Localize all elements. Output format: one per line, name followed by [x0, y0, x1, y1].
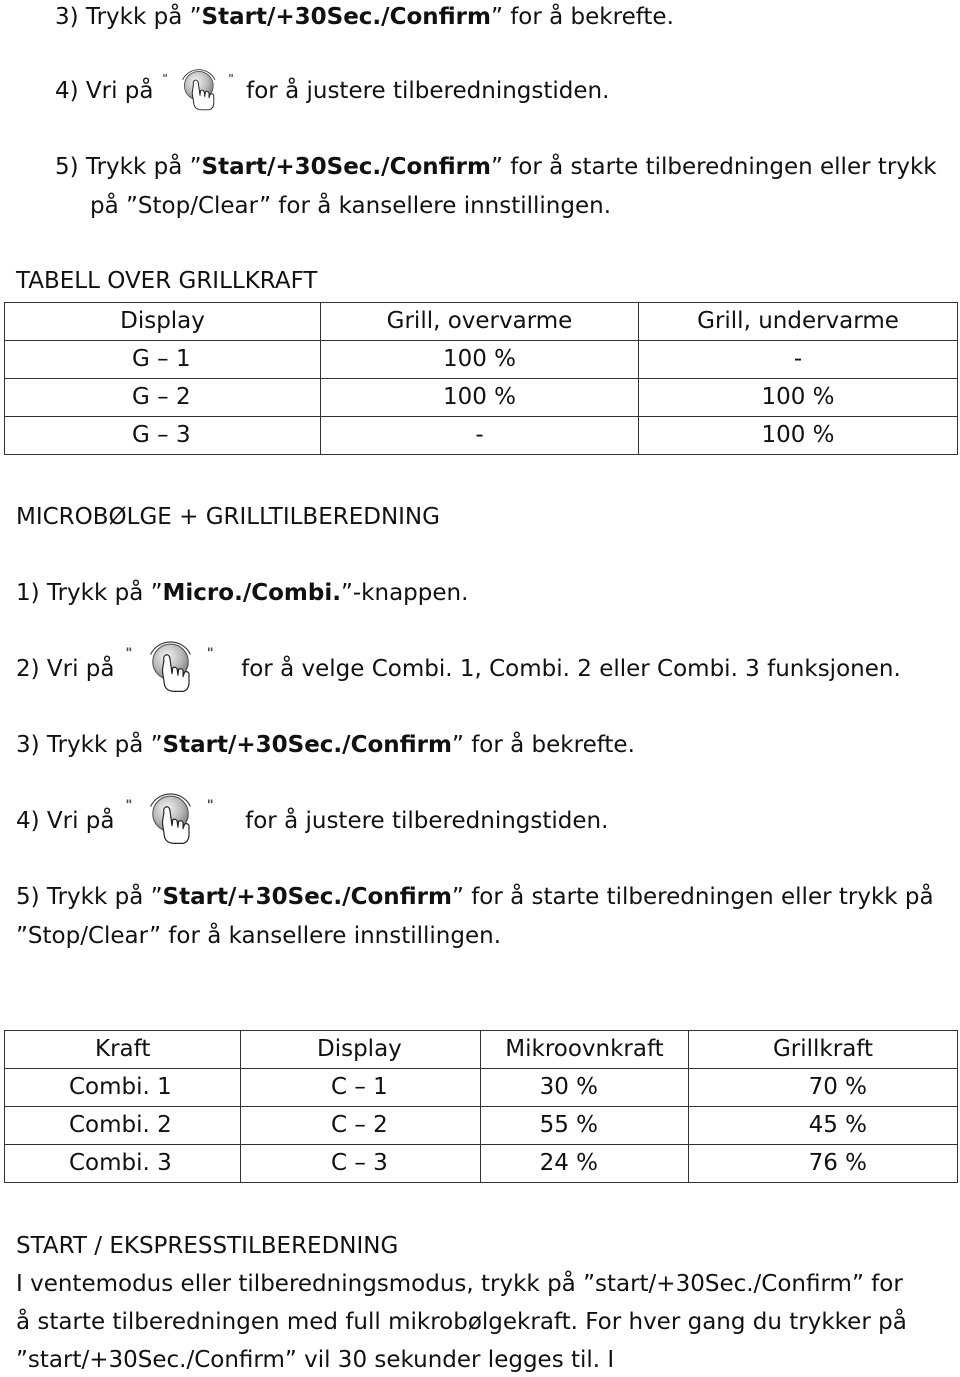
table-cell: G – 3: [5, 417, 321, 455]
button-name: Micro./Combi.: [162, 580, 341, 606]
table-header-cell: Display: [5, 303, 321, 341]
step-text: 3) Trykk på ”: [55, 4, 202, 30]
rotary-knob-hand-icon: [124, 786, 220, 852]
step-5-top-line2: på ”Stop/Clear” for å kansellere innstillingen.: [90, 193, 612, 219]
rotary-knob-hand-icon: [124, 634, 220, 700]
step-text: for å justere tilberedningstiden.: [246, 78, 610, 104]
grill-table-title: TABELL OVER GRILLKRAFT: [16, 268, 318, 294]
step-text: 4) Vri på: [55, 78, 154, 104]
step-text: ” for å starte tilberedningen eller trykk på: [451, 884, 934, 910]
step-text: 5) Trykk på ”: [16, 884, 163, 910]
table-row: [5, 379, 958, 417]
step-text: ”-knappen.: [340, 580, 469, 606]
step-4-top: [55, 76, 609, 106]
step-text: for å velge Combi. 1, Combi. 2 eller Combi. 3 funksjonen.: [241, 656, 901, 682]
table-cell: Combi. 1: [5, 1069, 241, 1107]
combi-power-table: [4, 1030, 958, 1183]
table-header-cell: Grillkraft: [689, 1031, 958, 1069]
table-cell: 100 %: [321, 341, 639, 379]
combi-step-1: [16, 578, 468, 608]
table-cell: 70 %: [689, 1069, 958, 1107]
step-text: for å justere tilberedningstiden.: [245, 808, 609, 834]
step-3-top: [55, 2, 674, 32]
button-name: Start/+30Sec./Confirm: [201, 4, 491, 30]
table-header-row: [5, 1031, 958, 1069]
step-text: 2) Vri på: [16, 656, 115, 682]
step-text: ” for å bekrefte.: [490, 4, 674, 30]
button-name: Start/+30Sec./Confirm: [201, 154, 491, 180]
table-cell: -: [639, 341, 958, 379]
table-cell: -: [321, 417, 639, 455]
table-cell: 100 %: [639, 379, 958, 417]
table-header-cell: Display: [241, 1031, 481, 1069]
table-row: [5, 1069, 958, 1107]
table-cell: C – 1: [241, 1069, 481, 1107]
step-text: 4) Vri på: [16, 808, 115, 834]
express-paragraph-line: å starte tilberedningen med full mikrobølgekraft. For hver gang du trykker på: [16, 1309, 907, 1335]
table-cell: C – 2: [241, 1107, 481, 1145]
table-cell: 55 %: [481, 1107, 689, 1145]
table-row: [5, 1107, 958, 1145]
table-header-row: [5, 303, 958, 341]
combi-step-2: [16, 654, 901, 684]
step-text: ” for å starte tilberedningen eller trykk: [490, 154, 937, 180]
combi-step-5-line2: ”Stop/Clear” for å kansellere innstillingen.: [16, 923, 502, 949]
combi-step-5: [16, 882, 934, 912]
step-text: ” for å bekrefte.: [451, 732, 635, 758]
table-cell: C – 3: [241, 1145, 481, 1183]
table-cell: 30 %: [481, 1069, 689, 1107]
table-cell: Combi. 3: [5, 1145, 241, 1183]
table-cell: 45 %: [689, 1107, 958, 1145]
express-paragraph-line: I ventemodus eller tilberedningsmodus, trykk på ”start/+30Sec./Confirm” for: [16, 1271, 903, 1297]
grill-power-table: [4, 302, 958, 455]
table-row: [5, 341, 958, 379]
step-text: 5) Trykk på ”: [55, 154, 202, 180]
combi-step-4: [16, 806, 608, 836]
table-row: [5, 417, 958, 455]
table-header-cell: Mikroovnkraft: [481, 1031, 689, 1069]
table-cell: 100 %: [639, 417, 958, 455]
table-header-cell: Grill, undervarme: [639, 303, 958, 341]
combi-step-3: [16, 730, 635, 760]
table-header-cell: Grill, overvarme: [321, 303, 639, 341]
step-5-top: [55, 152, 937, 182]
express-paragraph-line: ”start/+30Sec./Confirm” vil 30 sekunder legges til. I: [16, 1347, 615, 1373]
table-cell: 76 %: [689, 1145, 958, 1183]
table-header-cell: Kraft: [5, 1031, 241, 1069]
table-cell: G – 1: [5, 341, 321, 379]
table-cell: Combi. 2: [5, 1107, 241, 1145]
step-text: 3) Trykk på ”: [16, 732, 163, 758]
express-section-title: START / EKSPRESSTILBEREDNING: [16, 1233, 399, 1259]
button-name: Start/+30Sec./Confirm: [162, 732, 452, 758]
table-cell: 24 %: [481, 1145, 689, 1183]
table-cell: 100 %: [321, 379, 639, 417]
step-text: 1) Trykk på ”: [16, 580, 163, 606]
rotary-knob-hand-icon: [161, 59, 239, 121]
button-name: Start/+30Sec./Confirm: [162, 884, 452, 910]
table-cell: G – 2: [5, 379, 321, 417]
table-row: [5, 1145, 958, 1183]
combi-section-title: MICROBØLGE + GRILLTILBEREDNING: [16, 504, 440, 530]
